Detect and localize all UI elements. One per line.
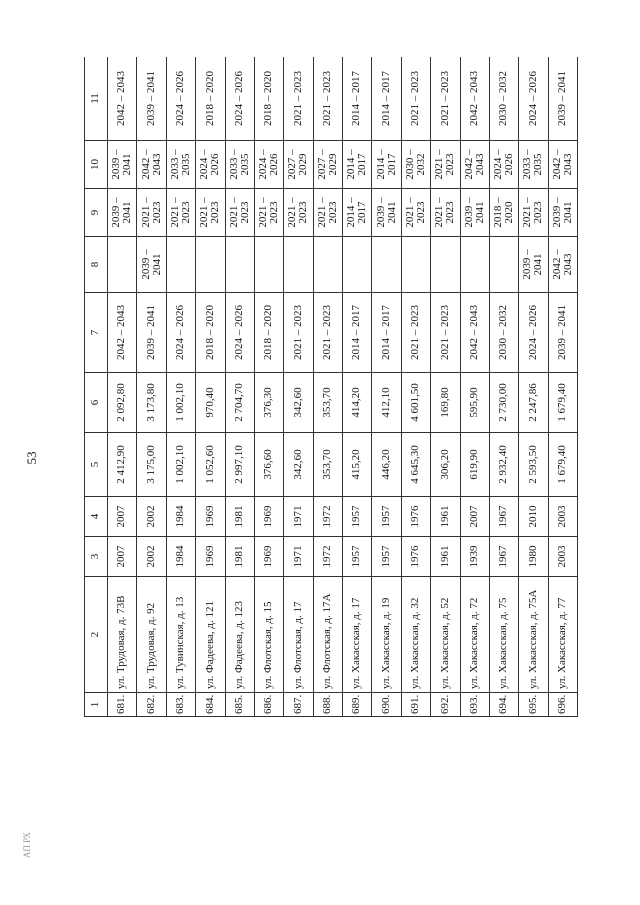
- cell-period-part: 2021 –: [168, 197, 181, 228]
- cell-residential-area: 1 679,40: [548, 373, 577, 433]
- table-row: [460, 57, 489, 717]
- cell-total-area: 1 002,10: [166, 433, 195, 497]
- table-row: [431, 57, 460, 717]
- cell-period-c9: [137, 189, 166, 237]
- cell-period-part: 2026: [503, 153, 516, 176]
- cell-row-number: 696.: [548, 693, 577, 717]
- cell-period-c10: [137, 141, 166, 189]
- cell-period-part: 2023: [444, 153, 457, 176]
- cell-period-c9: [401, 189, 430, 237]
- header-row: [85, 57, 108, 717]
- column-header-2: 2: [85, 577, 108, 693]
- cell-row-number: 690.: [372, 693, 401, 717]
- cell-period-c10: [166, 141, 195, 189]
- cell-planned-period: 2021 – 2023: [313, 57, 342, 141]
- cell-period-part: 2023: [268, 201, 281, 224]
- cell-residential-area: 342,60: [284, 373, 313, 433]
- cell-period-c8: [108, 237, 137, 293]
- cell-total-area: 3 175,00: [137, 433, 166, 497]
- cell-row-number: 683.: [166, 693, 195, 717]
- cell-year-built: 1957: [372, 537, 401, 577]
- cell-row-number: 682.: [137, 693, 166, 717]
- cell-row-number: 681.: [108, 693, 137, 717]
- cell-period-part: 2021 –: [286, 197, 299, 228]
- cell-period-part: 2039 –: [521, 249, 534, 280]
- cell-repair-period: 2042 – 2043: [108, 293, 137, 373]
- cell-period-part: 2041: [473, 201, 486, 224]
- cell-period-c8: [196, 237, 225, 293]
- cell-period-part: 2035: [179, 153, 192, 176]
- cell-residential-area: 169,80: [431, 373, 460, 433]
- cell-planned-period: 2042 – 2043: [460, 57, 489, 141]
- cell-year-built: 1984: [166, 537, 195, 577]
- cell-total-area: 2 932,40: [489, 433, 518, 497]
- cell-period-c10: [343, 141, 372, 189]
- cell-planned-period: 2024 – 2026: [225, 57, 254, 141]
- cell-residential-area: 595,90: [460, 373, 489, 433]
- cell-total-area: 2 412,90: [108, 433, 137, 497]
- cell-residential-area: 353,70: [313, 373, 342, 433]
- column-header-10: 10: [85, 141, 108, 189]
- cell-period-part: 2029: [297, 153, 310, 176]
- cell-period-part: 2042 –: [462, 149, 475, 180]
- cell-period-c8: [489, 237, 518, 293]
- cell-year-built: 1939: [460, 537, 489, 577]
- cell-period-part: 2039 –: [374, 197, 387, 228]
- cell-planned-period: 2021 – 2023: [401, 57, 430, 141]
- cell-total-area: 2 593,50: [519, 433, 548, 497]
- cell-year-built: 2002: [137, 537, 166, 577]
- table-row: [519, 57, 548, 717]
- cell-period-c8: [401, 237, 430, 293]
- cell-period-part: 2023: [238, 201, 251, 224]
- cell-period-c10: [284, 141, 313, 189]
- cell-period-part: 2035: [532, 153, 545, 176]
- cell-period-c9: [343, 189, 372, 237]
- cell-period-part: 2043: [150, 153, 163, 176]
- cell-planned-period: 2042 – 2043: [108, 57, 137, 141]
- housing-repair-schedule-table: [84, 57, 578, 717]
- cell-period-part: 2024 –: [257, 149, 270, 180]
- cell-period-part: 2033 –: [168, 149, 181, 180]
- cell-total-area: 2 997,10: [225, 433, 254, 497]
- cell-period-part: 2041: [150, 253, 163, 276]
- cell-period-c9: [284, 189, 313, 237]
- cell-year-commissioned: 2007: [460, 497, 489, 537]
- cell-year-built: 1969: [196, 537, 225, 577]
- cell-residential-area: 2 730,00: [489, 373, 518, 433]
- cell-period-part: 2041: [121, 153, 134, 176]
- table-body: [108, 57, 578, 717]
- cell-period-part: 2027 –: [315, 149, 328, 180]
- cell-period-c9: [108, 189, 137, 237]
- cell-residential-area: 376,30: [254, 373, 283, 433]
- cell-period-part: 2023: [444, 201, 457, 224]
- cell-address: ул. Хакасская, д. 72: [460, 577, 489, 693]
- cell-period-part: 2014 –: [345, 197, 358, 228]
- cell-repair-period: 2039 – 2041: [137, 293, 166, 373]
- table-row: [343, 57, 372, 717]
- cell-period-c8: [372, 237, 401, 293]
- cell-year-commissioned: 1972: [313, 497, 342, 537]
- cell-period-part: 2029: [326, 153, 339, 176]
- cell-repair-period: 2021 – 2023: [284, 293, 313, 373]
- table-row: [166, 57, 195, 717]
- cell-repair-period: 2042 – 2043: [460, 293, 489, 373]
- cell-address: ул. Хакасская, д. 52: [431, 577, 460, 693]
- cell-planned-period: 2014 – 2017: [343, 57, 372, 141]
- cell-period-part: 2026: [268, 153, 281, 176]
- cell-period-part: 2042 –: [139, 149, 152, 180]
- cell-row-number: 686.: [254, 693, 283, 717]
- cell-year-built: 1972: [313, 537, 342, 577]
- cell-period-part: 2020: [503, 201, 516, 224]
- cell-period-part: 2039 –: [110, 197, 123, 228]
- cell-period-part: 2021 –: [139, 197, 152, 228]
- rotated-table-container: [84, 57, 578, 717]
- cell-year-commissioned: 1971: [284, 497, 313, 537]
- cell-period-c10: [254, 141, 283, 189]
- cell-year-commissioned: 1957: [372, 497, 401, 537]
- cell-row-number: 687.: [284, 693, 313, 717]
- column-header-3: 3: [85, 537, 108, 577]
- cell-period-part: 2023: [150, 201, 163, 224]
- cell-repair-period: 2018 – 2020: [254, 293, 283, 373]
- cell-planned-period: 2024 – 2026: [519, 57, 548, 141]
- cell-year-built: 1980: [519, 537, 548, 577]
- cell-period-part: 2023: [326, 201, 339, 224]
- cell-address: ул. Хакасская, д. 17: [343, 577, 372, 693]
- cell-period-part: 2033 –: [521, 149, 534, 180]
- cell-period-c10: [548, 141, 577, 189]
- cell-total-area: 1 679,40: [548, 433, 577, 497]
- cell-residential-area: 1 002,10: [166, 373, 195, 433]
- cell-residential-area: 970,40: [196, 373, 225, 433]
- cell-period-c9: [519, 189, 548, 237]
- cell-total-area: 4 645,30: [401, 433, 430, 497]
- cell-period-part: 2021 –: [433, 149, 446, 180]
- cell-year-built: 1957: [343, 537, 372, 577]
- cell-period-part: 2039 –: [110, 149, 123, 180]
- column-header-7: 7: [85, 293, 108, 373]
- cell-year-built: 1969: [254, 537, 283, 577]
- cell-period-c9: [460, 189, 489, 237]
- cell-period-part: 2024 –: [492, 149, 505, 180]
- cell-period-c8: [431, 237, 460, 293]
- cell-period-c10: [225, 141, 254, 189]
- cell-repair-period: 2021 – 2023: [313, 293, 342, 373]
- cell-period-part: 2042 –: [550, 249, 563, 280]
- cell-address: ул. Хакасская, д. 75: [489, 577, 518, 693]
- cell-period-part: 2043: [561, 153, 574, 176]
- cell-period-part: 2032: [414, 153, 427, 176]
- cell-period-c9: [548, 189, 577, 237]
- cell-period-c8: [313, 237, 342, 293]
- cell-period-c10: [489, 141, 518, 189]
- cell-address: ул. Хакасская, д. 75А: [519, 577, 548, 693]
- cell-period-c10: [108, 141, 137, 189]
- cell-period-part: 2043: [473, 153, 486, 176]
- cell-period-part: 2024 –: [198, 149, 211, 180]
- cell-row-number: 685.: [225, 693, 254, 717]
- column-header-8: 8: [85, 237, 108, 293]
- table-row: [108, 57, 137, 717]
- cell-year-commissioned: 1969: [254, 497, 283, 537]
- cell-period-part: 2033 –: [227, 149, 240, 180]
- cell-residential-area: 2 704,70: [225, 373, 254, 433]
- cell-year-built: 1961: [431, 537, 460, 577]
- cell-period-part: 2023: [532, 201, 545, 224]
- cell-period-c10: [431, 141, 460, 189]
- cell-row-number: 692.: [431, 693, 460, 717]
- cell-period-part: 2043: [561, 253, 574, 276]
- cell-period-part: 2041: [385, 201, 398, 224]
- cell-period-part: 2039 –: [462, 197, 475, 228]
- cell-period-c8: [225, 237, 254, 293]
- cell-address: ул. Тувинская, д. 13: [166, 577, 195, 693]
- column-header-4: 4: [85, 497, 108, 537]
- cell-period-c8: [519, 237, 548, 293]
- cell-address: ул. Трудовая, д. 73В: [108, 577, 137, 693]
- cell-row-number: 684.: [196, 693, 225, 717]
- cell-year-commissioned: 1961: [431, 497, 460, 537]
- cell-repair-period: 2021 – 2023: [431, 293, 460, 373]
- cell-year-commissioned: 1981: [225, 497, 254, 537]
- column-header-5: 5: [85, 433, 108, 497]
- cell-period-c10: [372, 141, 401, 189]
- column-header-9: 9: [85, 189, 108, 237]
- cell-address: ул. Фадеева, д. 123: [225, 577, 254, 693]
- cell-planned-period: 2039 – 2041: [137, 57, 166, 141]
- cell-residential-area: 414,20: [343, 373, 372, 433]
- cell-period-c10: [196, 141, 225, 189]
- cell-period-part: 2021 –: [433, 197, 446, 228]
- cell-period-c8: [254, 237, 283, 293]
- cell-period-part: 2021 –: [198, 197, 211, 228]
- cell-period-part: 2039 –: [550, 197, 563, 228]
- cell-period-part: 2021 –: [403, 197, 416, 228]
- cell-row-number: 693.: [460, 693, 489, 717]
- cell-year-built: 1967: [489, 537, 518, 577]
- cell-period-part: 2017: [385, 153, 398, 176]
- cell-address: ул. Трудовая, д. 92: [137, 577, 166, 693]
- cell-period-c9: [489, 189, 518, 237]
- cell-period-part: 2023: [209, 201, 222, 224]
- cell-planned-period: 2018 – 2020: [254, 57, 283, 141]
- cell-period-c8: [284, 237, 313, 293]
- cell-planned-period: 2024 – 2026: [166, 57, 195, 141]
- cell-period-part: 2021 –: [521, 197, 534, 228]
- table-row: [137, 57, 166, 717]
- cell-year-commissioned: 1984: [166, 497, 195, 537]
- cell-row-number: 694.: [489, 693, 518, 717]
- column-header-1: 1: [85, 693, 108, 717]
- cell-period-c8: [548, 237, 577, 293]
- column-header-6: 6: [85, 373, 108, 433]
- cell-year-commissioned: 2002: [137, 497, 166, 537]
- cell-repair-period: 2039 – 2041: [548, 293, 577, 373]
- cell-year-commissioned: 1969: [196, 497, 225, 537]
- cell-period-c9: [166, 189, 195, 237]
- cell-planned-period: 2021 – 2023: [431, 57, 460, 141]
- cell-period-c9: [431, 189, 460, 237]
- cell-period-c10: [401, 141, 430, 189]
- cell-period-part: 2041: [561, 201, 574, 224]
- cell-residential-area: 3 173,80: [137, 373, 166, 433]
- cell-period-part: 2017: [356, 201, 369, 224]
- cell-repair-period: 2014 – 2017: [343, 293, 372, 373]
- cell-residential-area: 412,10: [372, 373, 401, 433]
- cell-residential-area: 2 247,86: [519, 373, 548, 433]
- cell-period-c9: [196, 189, 225, 237]
- cell-year-built: 1971: [284, 537, 313, 577]
- cell-address: ул. Хакасская, д. 77: [548, 577, 577, 693]
- cell-year-commissioned: 2010: [519, 497, 548, 537]
- cell-period-part: 2030 –: [403, 149, 416, 180]
- cell-planned-period: 2030 – 2032: [489, 57, 518, 141]
- cell-period-c10: [313, 141, 342, 189]
- cell-planned-period: 2039 – 2041: [548, 57, 577, 141]
- cell-period-c10: [519, 141, 548, 189]
- cell-period-c8: [137, 237, 166, 293]
- cell-planned-period: 2014 – 2017: [372, 57, 401, 141]
- cell-address: ул. Фадеева, д. 121: [196, 577, 225, 693]
- cell-repair-period: 2024 – 2026: [166, 293, 195, 373]
- cell-period-part: 2021 –: [257, 197, 270, 228]
- cell-period-part: 2021 –: [227, 197, 240, 228]
- cell-year-commissioned: 2007: [108, 497, 137, 537]
- cell-period-part: 2014 –: [374, 149, 387, 180]
- cell-repair-period: 2021 – 2023: [401, 293, 430, 373]
- cell-residential-area: 2 092,80: [108, 373, 137, 433]
- cell-period-c8: [343, 237, 372, 293]
- cell-period-part: 2041: [121, 201, 134, 224]
- cell-period-part: 2035: [238, 153, 251, 176]
- table-row: [372, 57, 401, 717]
- cell-period-part: 2041: [532, 253, 545, 276]
- table-row: [284, 57, 313, 717]
- cell-year-commissioned: 2003: [548, 497, 577, 537]
- cell-total-area: 619,90: [460, 433, 489, 497]
- cell-period-part: 2023: [297, 201, 310, 224]
- cell-row-number: 691.: [401, 693, 430, 717]
- cell-period-c9: [372, 189, 401, 237]
- cell-period-part: 2026: [209, 153, 222, 176]
- cell-period-part: 2018 –: [492, 197, 505, 228]
- cell-address: ул. Флотская, д. 15: [254, 577, 283, 693]
- cell-year-commissioned: 1976: [401, 497, 430, 537]
- cell-total-area: 415,20: [343, 433, 372, 497]
- cell-address: ул. Хакасская, д. 32: [401, 577, 430, 693]
- cell-period-part: 2039 –: [139, 249, 152, 280]
- cell-planned-period: 2018 – 2020: [196, 57, 225, 141]
- cell-period-part: 2017: [356, 153, 369, 176]
- cell-period-c8: [460, 237, 489, 293]
- cell-address: ул. Флотская, д. 17: [284, 577, 313, 693]
- cell-repair-period: 2030 – 2032: [489, 293, 518, 373]
- cell-total-area: 1 052,60: [196, 433, 225, 497]
- cell-year-built: 1976: [401, 537, 430, 577]
- cell-period-c9: [225, 189, 254, 237]
- cell-year-built: 2003: [548, 537, 577, 577]
- table-row: [548, 57, 577, 717]
- cell-period-part: 2042 –: [550, 149, 563, 180]
- cell-total-area: 353,70: [313, 433, 342, 497]
- cell-repair-period: 2018 – 2020: [196, 293, 225, 373]
- table-row: [489, 57, 518, 717]
- table-row: [196, 57, 225, 717]
- archive-mark: АП РХ: [22, 831, 33, 859]
- table-row: [313, 57, 342, 717]
- cell-repair-period: 2014 – 2017: [372, 293, 401, 373]
- cell-period-c9: [313, 189, 342, 237]
- cell-planned-period: 2021 – 2023: [284, 57, 313, 141]
- cell-period-part: 2021 –: [315, 197, 328, 228]
- cell-period-part: 2023: [179, 201, 192, 224]
- cell-period-part: 2023: [414, 201, 427, 224]
- cell-address: ул. Хакасская, д. 19: [372, 577, 401, 693]
- cell-period-part: 2027 –: [286, 149, 299, 180]
- cell-address: ул. Флотская, д. 17А: [313, 577, 342, 693]
- cell-repair-period: 2024 – 2026: [225, 293, 254, 373]
- column-header-11: 11: [85, 57, 108, 141]
- cell-period-c8: [166, 237, 195, 293]
- cell-total-area: 306,20: [431, 433, 460, 497]
- cell-year-built: 2007: [108, 537, 137, 577]
- cell-year-commissioned: 1957: [343, 497, 372, 537]
- cell-period-part: 2014 –: [345, 149, 358, 180]
- cell-row-number: 695.: [519, 693, 548, 717]
- cell-row-number: 688.: [313, 693, 342, 717]
- cell-year-built: 1981: [225, 537, 254, 577]
- cell-total-area: 446,20: [372, 433, 401, 497]
- table-row: [254, 57, 283, 717]
- cell-total-area: 376,60: [254, 433, 283, 497]
- cell-year-commissioned: 1967: [489, 497, 518, 537]
- cell-total-area: 342,60: [284, 433, 313, 497]
- cell-period-c10: [460, 141, 489, 189]
- cell-period-c9: [254, 189, 283, 237]
- cell-repair-period: 2024 – 2026: [519, 293, 548, 373]
- cell-residential-area: 4 601,50: [401, 373, 430, 433]
- page-number: 53: [24, 451, 39, 465]
- table-viewport: [84, 57, 578, 717]
- table-row: [401, 57, 430, 717]
- cell-row-number: 689.: [343, 693, 372, 717]
- table-row: [225, 57, 254, 717]
